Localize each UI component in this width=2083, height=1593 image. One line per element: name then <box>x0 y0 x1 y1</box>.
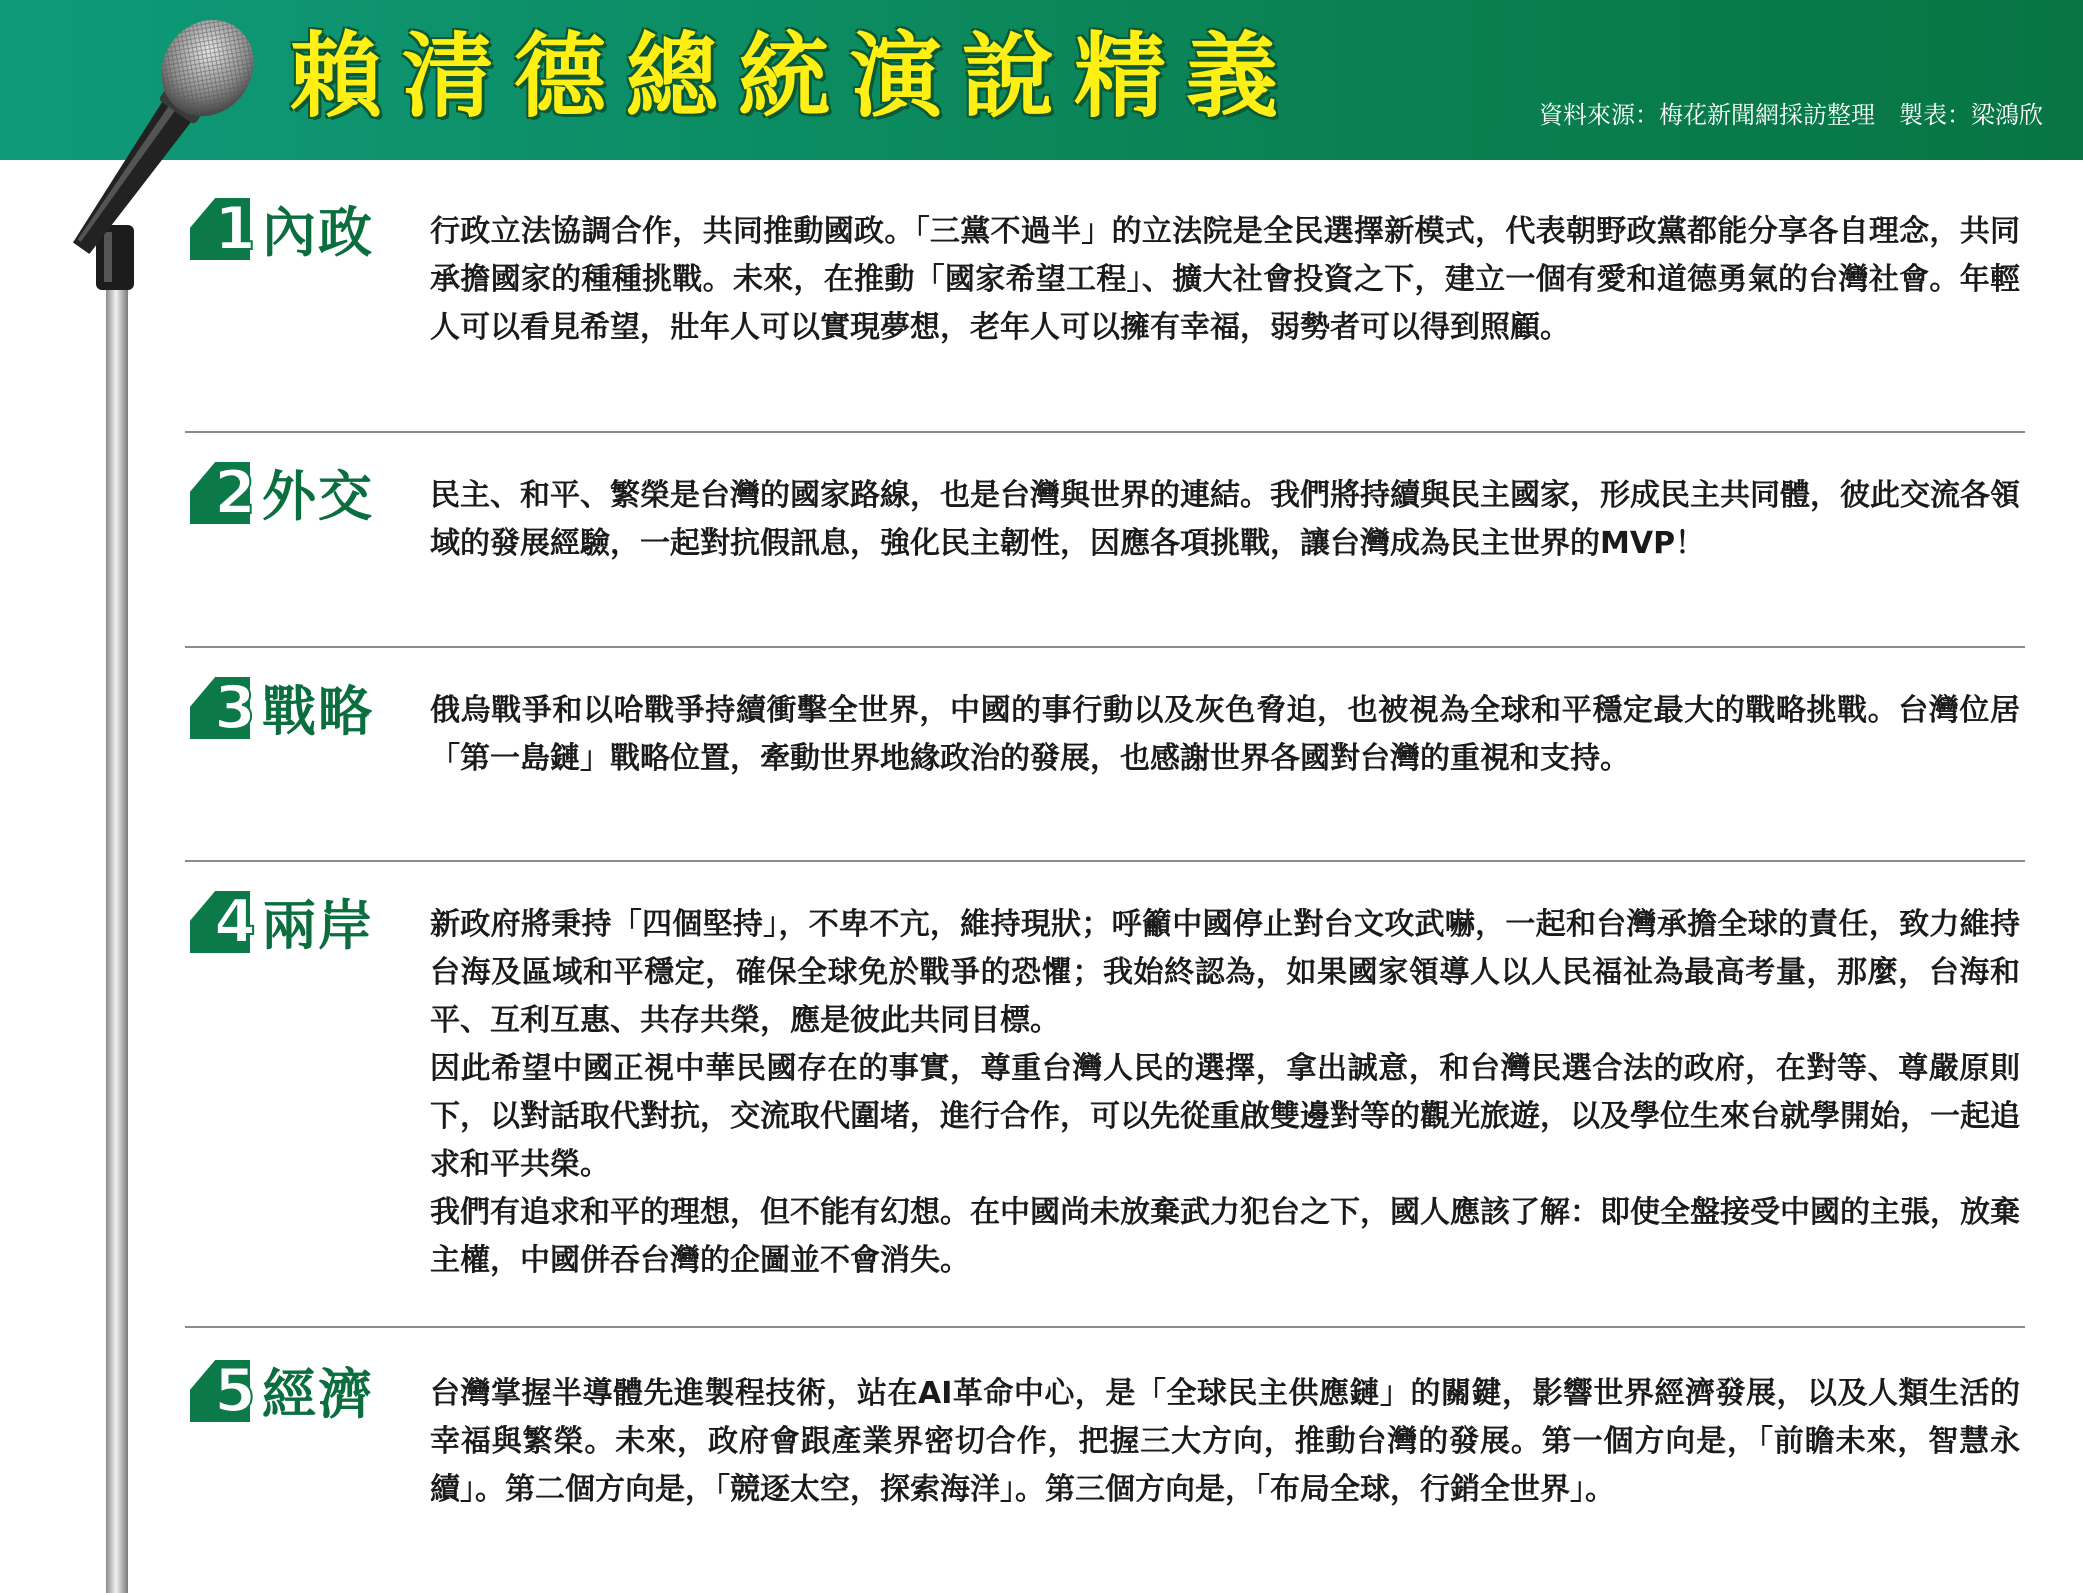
section-topic: 經濟 <box>262 1363 374 1426</box>
page-title: 賴清德總統演說精義 <box>290 23 1299 130</box>
divider <box>185 431 2025 433</box>
section-topic: 外交 <box>262 465 374 528</box>
section-text: 台灣掌握半導體先進製程技術，站在AI革命中心，是「全球民主供應鏈」的關鍵，影響世界經濟發展，以及人類生活的幸福與繁榮。未來，政府會跟產業界密切合作，把握三大方向，推動台灣的發展。第一個方向是，「前瞻未來，智慧永續」。第二個方向是，「競逐太空，探索海洋」。第三個方向是，「布局全球，行銷全世界」。 <box>430 1376 2020 1507</box>
section-topic: 內政 <box>262 201 374 264</box>
divider <box>185 860 2025 862</box>
section-number: 5 <box>214 1356 256 1426</box>
section-number: 2 <box>214 458 256 528</box>
divider <box>185 1326 2025 1328</box>
section-number: 1 <box>214 194 256 264</box>
section-number: 3 <box>214 673 256 743</box>
source-credit: 資料來源：梅花新聞網採訪整理 製表：梁鴻欣 <box>1539 101 2043 129</box>
section-number: 4 <box>214 887 256 957</box>
section-text: 民主、和平、繁榮是台灣的國家路線，也是台灣與世界的連結。我們將持續與民主國家，形成民主共同體，彼此交流各領域的發展經驗，一起對抗假訊息，強化民主韌性，因應各項挑戰，讓台灣成為民主世界的MVP！ <box>430 478 2020 561</box>
divider <box>185 646 2025 648</box>
section-text: 俄烏戰爭和以哈戰爭持續衝擊全世界，中國的事行動以及灰色脅迫，也被視為全球和平穩定最大的戰略挑戰。台灣位居「第一島鏈」戰略位置，牽動世界地緣政治的發展，也感謝世界各國對台灣的重視和支持。 <box>430 693 2020 776</box>
section-topic: 兩岸 <box>262 894 374 957</box>
header-banner <box>0 0 2083 160</box>
section-text: 新政府將秉持「四個堅持」，不卑不亢，維持現狀；呼籲中國停止對台文攻武嚇，一起和台灣承擔全球的責任，致力維持台海及區域和平穩定，確保全球免於戰爭的恐懼；我始終認為，如果國家領導人以人民福祉為最高考量，那麼，台海和平、互利互惠、共存共榮，應是彼此共同目標。 因此希望中國正視中華民國存在的事實，尊重台灣人民的選擇，拿出誠意，和台灣民選合法的政府，在對等、尊嚴原則下，以對話取代對抗，交流取代圍堵，進行合作，可以先從重啟雙邊對等的觀光旅遊，以及學位生來台就學開始，一起追求和平共榮。 我們有追求和平的理想，但不能有幻想。在中國尚未放棄武力犯台之下，國人應該了解：即使全盤接受中國的主張，放棄主權，中國併吞台灣的企圖並不會消失。 <box>430 907 2020 1278</box>
section-topic: 戰略 <box>262 680 374 743</box>
section-text: 行政立法協調合作，共同推動國政。「三黨不過半」的立法院是全民選擇新模式，代表朝野政黨都能分享各自理念，共同承擔國家的種種挑戰。未來，在推動「國家希望工程」、擴大社會投資之下，建立一個有愛和道德勇氣的台灣社會。年輕人可以看見希望，壯年人可以實現夢想，老年人可以擁有幸福，弱勢者可以得到照顧。 <box>430 214 2020 345</box>
